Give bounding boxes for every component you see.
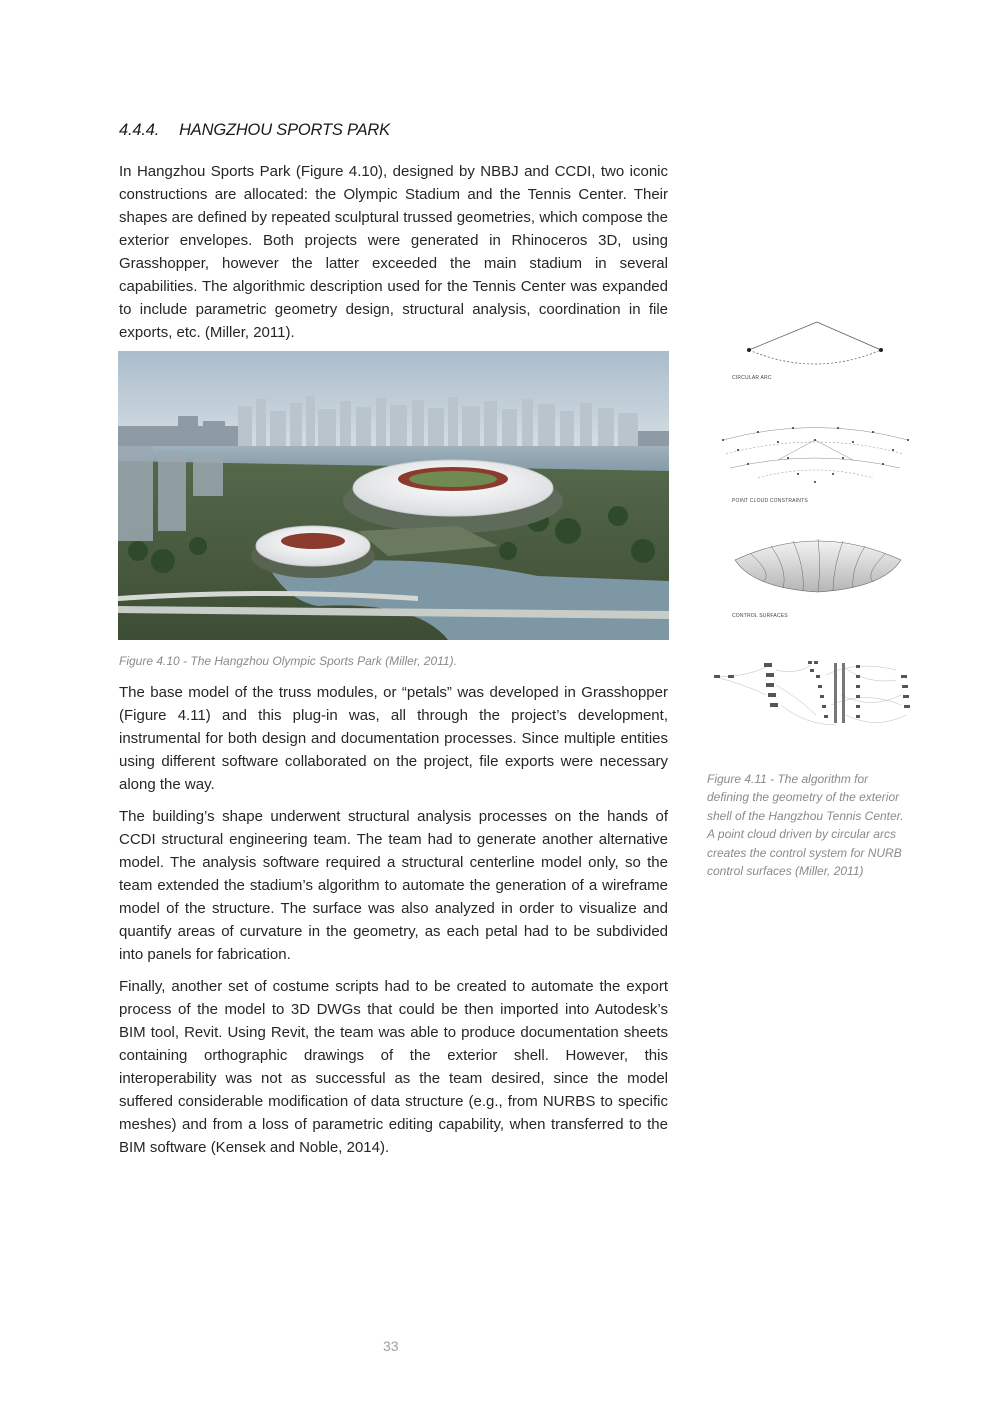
caption-line: control surfaces (Miller, 2011) — [707, 864, 864, 879]
grasshopper-definition-diagram — [706, 655, 921, 735]
figure-4-10-caption: Figure 4.10 - The Hangzhou Olympic Sports Park (Miller, 2011). — [119, 654, 457, 668]
paragraph-base-model: The base model of the truss modules, or “petals” was developed in Grasshopper (Figure 4.11) and this plug-in was, all through the project’s development, instrumental for both design and documentation processes. Since multiple entities using different software collaborated on the project, file exports were necessary along the way. — [119, 684, 668, 793]
page-number: 33 — [383, 1338, 399, 1354]
section-title: HANGZHOU SPORTS PARK — [179, 121, 390, 139]
caption-line: defining the geometry of the exterior — [707, 790, 900, 805]
caption-line: Figure 4.11 - The algorithm for — [707, 772, 869, 786]
caption-line: A point cloud driven by circular arcs — [707, 827, 896, 842]
point-cloud-label: POINT CLOUD CONSTRAINTS — [732, 498, 808, 504]
paragraph-structural-analysis: The building’s shape underwent structural analysis processes on the hands of CCDI structural engineering team. The team had to generate another alternative model. The analysis software required a structural centerline model only, so the team extended the stadium’s algorithm to automate the generation of a wireframe model of the structure. The surface was also analyzed in order to visualize and quantify areas of curvature in the geometry, as each petal had to be subdivided into panels for fabrication. — [119, 808, 668, 963]
hangzhou-sports-park-photo — [118, 351, 669, 640]
figure-4-11-caption — [707, 770, 927, 880]
paragraph-export-process: Finally, another set of costume scripts had to be created to automate the export process of the model to 3D DWGs that could be then imported into Autodesk’s BIM tool, Revit. Using Revit, the team was able to produce documentation sheets containing orthographic drawings of the exterior shell. However, this interoperability was not as successful as the team desired, since the model suffered considerable modification of data structure (e.g., from NURBS to specific meshes) and from a loss of parametric editing capability, when transferred to the BIM software (Kensek and Noble, 2014). — [119, 978, 668, 1156]
section-heading — [119, 121, 390, 140]
section-number: 4.4.4. — [119, 121, 160, 139]
caption-line: creates the control system for NURB — [707, 845, 902, 860]
control-surfaces-label: CONTROL SURFACES — [732, 613, 788, 619]
caption-line: shell of the Hangzhou Tennis Center. — [707, 808, 904, 823]
circular-arc-label: CIRCULAR ARC — [732, 375, 772, 381]
paragraph-intro: In Hangzhou Sports Park (Figure 4.10), designed by NBBJ and CCDI, two iconic constructions are allocated: the Olympic Stadium and the Tennis Center. Their shapes are defined by repeated sculptural trussed geometries, which compose the exterior envelopes. Both projects were generated in Rhinoceros 3D, using Grasshopper, however the latter exceeded the main stadium in several capabilities. The algorithmic description used for the Tennis Center was expanded to include parametric geometry design, structural analysis, coordination in file exports, etc. (Miller, 2011). — [119, 163, 668, 341]
control-surfaces-diagram — [733, 530, 903, 594]
circular-arc-diagram — [745, 318, 890, 366]
point-cloud-diagram — [718, 420, 913, 492]
